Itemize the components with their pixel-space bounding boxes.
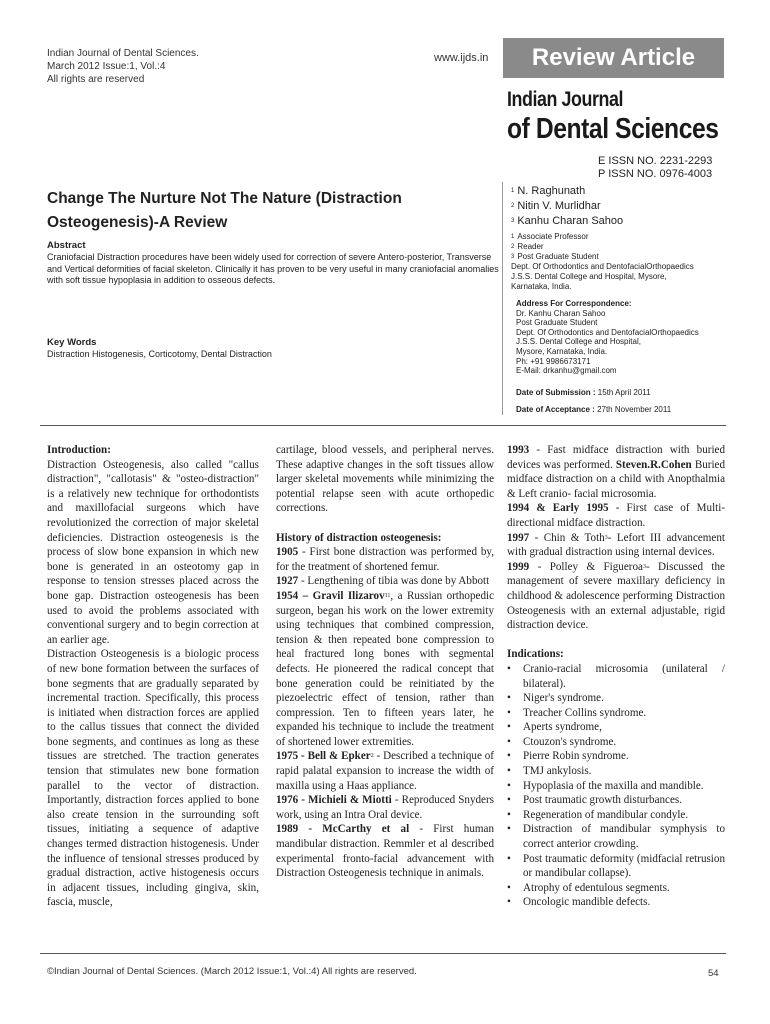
affiliation-2-text: Reader — [517, 242, 544, 251]
text-1993-a: - Fast midface distraction with buried devices was performed. — [507, 444, 725, 471]
text-1997-a: - Chin & Toth — [529, 531, 605, 544]
acceptance-date — [516, 401, 671, 418]
author-2 — [511, 199, 623, 214]
intro-paragraph-1: Distraction Osteogenesis, also called "callus distraction", "callotasis" & "osteo-distraction" is a relatively new technique for orthodontists and maxillofacial surgeons which have revolutionized the correction of major skeletal deficiencies. Distraction osteogenesis is the process of slow bone expansion in which new bone is generated in an osteotomy gap in response to tension stresses placed across the bone gap. Distraction osteogenesis has been used to avoid the problems associated with conventional surgery and to begin correction at an earlier age. — [47, 458, 259, 646]
author-3-name: Kanhu Charan Sahoo — [517, 215, 624, 227]
history-1975 — [276, 749, 494, 793]
author-1 — [511, 184, 623, 199]
text-1976: - Reproduced Snyders work, using an Intra Oral device. — [276, 794, 494, 821]
author-3 — [511, 214, 623, 229]
corr-email[interactable]: E-Mail: drkanhu@gmail.com — [516, 366, 617, 376]
ref-1997: 3 — [604, 534, 608, 541]
affiliation-dept: Dept. Of Orthodontics and DentofacialOrthopaedics — [511, 262, 694, 271]
affiliation-2-ref: 2 — [511, 244, 515, 250]
correspondence-heading: Address For Correspondence: — [516, 299, 632, 308]
author-2-ref: 2 — [511, 203, 515, 209]
body-column-2 — [276, 443, 494, 881]
author-3-ref: 3 — [511, 218, 515, 224]
title-line-2: Osteogenesis)-A Review — [47, 214, 228, 231]
footer-rule — [40, 953, 726, 954]
list-item: • Post traumatic deformity (midfacial retrusion or mandibular collapse). — [507, 852, 725, 881]
year-1993: 1993 — [507, 444, 530, 456]
history-1994 — [507, 501, 725, 530]
year-1994: 1994 & Early 1995 — [507, 502, 609, 515]
history-1997 — [507, 531, 725, 560]
year-1954: 1954 – Gravil Ilizarov — [276, 589, 385, 602]
text-1927: - Lengthening of tibia was done by Abbott — [298, 575, 490, 588]
title-line-1: Change The Nurture Not The Nature (Distraction — [47, 190, 402, 207]
year-1927: 1927 — [276, 575, 299, 588]
acceptance-value: 27th November 2011 — [597, 405, 672, 414]
author-1-name: N. Raghunath — [517, 185, 586, 197]
submission-value: 15th April 2011 — [597, 388, 651, 397]
journal-logo-line2: of Dental Sciences — [507, 113, 719, 145]
page-number: 54 — [708, 968, 719, 979]
affiliation-2 — [511, 242, 721, 252]
footer-copyright: ©Indian Journal of Dental Sciences. (March 2012 Issue:1, Vol.:4) All rights are reserved. — [47, 966, 417, 977]
body-column-1 — [47, 443, 259, 910]
corr-phone: Ph: +91 9986673171 — [516, 356, 591, 366]
list-item: • Ctouzon's syndrome. — [507, 735, 725, 750]
indications-heading: Indications: — [507, 648, 564, 661]
list-item: • Distraction of mandibular symphysis to correct anterior crowding. — [507, 822, 725, 851]
ref-1999: 3 — [642, 563, 646, 570]
history-1954 — [276, 589, 494, 750]
corr-role: Post Graduate Student — [516, 318, 598, 328]
list-item: • Treacher Collins syndrome. — [507, 706, 725, 721]
text-1989: - First human mandibular distraction. Remmler et al described experimental fronto-facial advancement with Distraction Osteogenesis technique in animals. — [276, 823, 494, 880]
body-column-3 — [507, 443, 725, 910]
journal-line: Indian Journal of Dental Sciences. — [47, 48, 199, 59]
authors-list — [511, 184, 623, 229]
keywords-heading: Key Words — [47, 337, 97, 348]
keywords-text: Distraction Histogenesis, Corticotomy, Dental Distraction — [47, 349, 272, 359]
eissn: E ISSN NO. 2231-2293 — [598, 155, 713, 167]
journal-url[interactable]: www.ijds.in — [434, 52, 489, 64]
year-1905: 1905 — [276, 546, 299, 559]
affiliation-3 — [511, 252, 721, 262]
rights-line: All rights are reserved — [47, 74, 145, 85]
history-1999 — [507, 560, 725, 633]
list-item: • Pierre Robin syndrome. — [507, 749, 725, 764]
text-1997-b: - Lefort III advancement with gradual distraction using internal devices. — [507, 531, 725, 559]
list-item: • Atrophy of edentulous segments. — [507, 881, 725, 896]
intro-paragraph-2: Distraction Osteogenesis is a biologic process of new bone formation between the surfaces of bone segments that are gradually separated by incremental traction. Specifically, this process is initiated when distraction forces are applied to the callus tissues that connect the divided bone segments, and continues as long as these tissues are stretched. The traction generates tension that stimulates new bone formation parallel to the vector of distraction. Importantly, distraction forces applied to bone also create tension in the surrounding soft tissues, initiating a sequence of adaptive changes termed distraction histogenesis. Under the influence of tensional stresses produced by gradual distraction, active histogenesis occurs in adjacent tissues, including gingiva, skin, fascia, muscle, — [47, 648, 259, 909]
intro-heading: Introduction: — [47, 444, 111, 456]
author-2-name: Nitin V. Murlidhar — [517, 200, 601, 212]
name-1993: Steven.R.Cohen — [615, 458, 692, 471]
correspondence-block — [516, 299, 726, 376]
ref-1975: 2 — [370, 753, 374, 760]
text-1999-b: - Discussed the management of severe maxillary deficiency in childhood & adolescence performing Distraction Osteogenesis with an external adjustable, rigid distraction device. — [507, 560, 725, 632]
submission-date — [516, 384, 671, 401]
review-article-badge: Review Article — [503, 38, 724, 78]
list-item: • Niger's syndrome. — [507, 691, 725, 706]
affiliation-1-ref: 1 — [511, 234, 515, 240]
corr-name: Dr. Kanhu Charan Sahoo — [516, 308, 606, 318]
header-rule — [40, 425, 726, 426]
affiliation-1-text: Associate Professor — [517, 232, 589, 241]
list-item: • Cranio-racial microsomia (unilateral / bilateral). — [507, 662, 725, 691]
list-item: • Hypoplasia of the maxilla and mandible. — [507, 779, 725, 794]
year-1997: 1997 — [507, 531, 530, 544]
text-1954: , a Russian orthopedic surgeon, began his work on the lower extremity using techniques that combined compression, tension & then repeated bone compression to heal fractured long bones with segmental defects. He pioneered the radical concept that bone generation could be reinitiated by the piezoelectric effect of tension, rather than compression. Ten to fifteen years later, he expanded his technique to include the treatment of shortened lower extremities. — [276, 589, 495, 748]
list-item: • Regeneration of mandibular condyle. — [507, 808, 725, 823]
list-item: • Post traumatic growth disturbances. — [507, 793, 725, 808]
acceptance-label: Date of Acceptance : — [516, 405, 598, 414]
history-1927 — [276, 574, 494, 589]
text-1975: - Described a technique of rapid palatal expansion to increase the width of maxilla using a Haas appliance. — [276, 750, 494, 792]
pissn: P ISSN NO. 0976-4003 — [598, 168, 713, 180]
corr-dept: Dept. Of Orthodontics and DentofacialOrthopaedics — [516, 327, 699, 337]
affiliations — [511, 232, 721, 292]
indications-list — [507, 662, 725, 910]
year-1989: 1989 - McCarthy et al — [276, 823, 410, 836]
list-item: • Aperts syndrome, — [507, 720, 725, 735]
author-1-ref: 1 — [511, 188, 515, 194]
year-1976: 1976 - Michieli & Miotti — [276, 794, 392, 807]
abstract-heading: Abstract — [47, 240, 86, 251]
text-1999-a: - Polley & Figueroa — [529, 560, 643, 573]
affiliation-3-text: Post Graduate Student — [517, 252, 599, 261]
abstract-text: Craniofacial Distraction procedures have been widely used for correction of severe Antero-posterior, Transverse and Vertical deformities of facial skeleton. Clinically it has proven to be very useful in many craniofacial anomalies with soft tissue hypoplasia in addition to osseous defects. — [47, 252, 499, 285]
ref-1954: 11 — [384, 592, 391, 599]
issue-line: March 2012 Issue:1, Vol.:4 — [47, 61, 166, 72]
issn-block — [598, 155, 712, 181]
list-item: • Oncologic mandible defects. — [507, 895, 725, 910]
journal-meta — [47, 47, 199, 86]
submission-label: Date of Submission : — [516, 388, 598, 397]
journal-logo-line1: Indian Journal — [507, 88, 624, 111]
corr-city: Mysore, Karnataka, India. — [516, 346, 608, 356]
text-1993-b: Buried midface distraction on a child with Anopthalmia & Left cranio- facial microsomia. — [507, 458, 726, 500]
dates-block — [516, 384, 671, 418]
article-title — [47, 187, 497, 235]
header-divider — [502, 182, 503, 415]
history-1905 — [276, 545, 494, 574]
affiliation-1 — [511, 232, 721, 242]
year-1999: 1999 — [507, 560, 530, 573]
year-1975: 1975 - Bell & Epker — [276, 750, 371, 763]
corr-college: J.S.S. Dental College and Hospital, — [516, 337, 641, 347]
history-1989 — [276, 822, 494, 880]
history-heading: History of distraction osteogenesis: — [276, 531, 442, 544]
list-item: • TMJ ankylosis. — [507, 764, 725, 779]
text-1905: - First bone distraction was performed by, for the treatment of shortened femur. — [276, 546, 494, 573]
affiliation-college: J.S.S. Dental College and Hospital, Mysore, — [511, 272, 667, 281]
history-1993 — [507, 443, 725, 501]
affiliation-3-ref: 3 — [511, 254, 515, 260]
col2-paragraph: cartilage, blood vessels, and peripheral nerves. These adaptive changes in the soft tissues allow larger skeletal movements while minimizing the potential relapse seen with acute orthopedic corrections. — [276, 444, 494, 515]
history-1976 — [276, 793, 494, 822]
affiliation-state: Karnataka, India. — [511, 282, 572, 291]
text-1994: - First case of Multi-directional midface distraction. — [507, 502, 726, 529]
